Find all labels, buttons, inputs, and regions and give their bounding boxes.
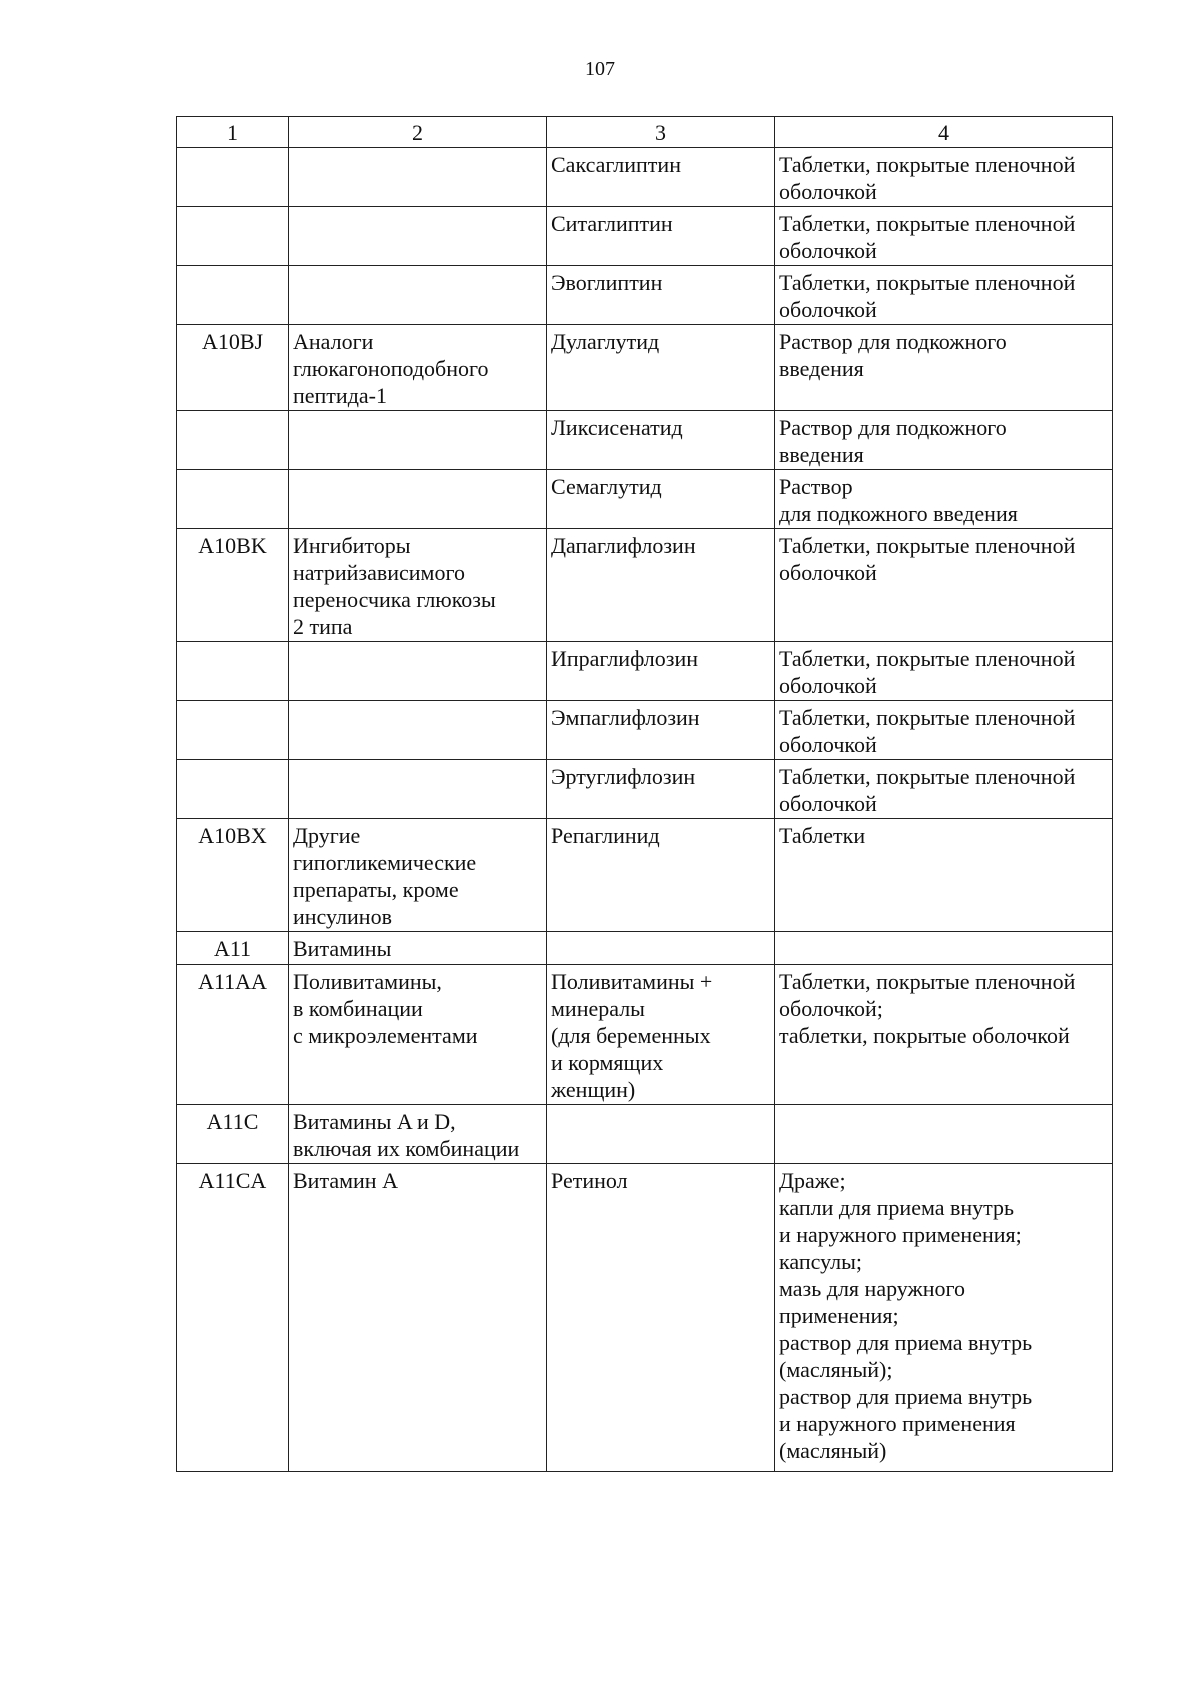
- group-cell: [289, 470, 547, 529]
- group-cell: Витамин A: [289, 1164, 547, 1472]
- substance-cell: Ликсисенатид: [547, 411, 775, 470]
- group-cell: [289, 207, 547, 266]
- atc-code-cell: [177, 470, 289, 529]
- group-cell: Витамины A и D, включая их комбинации: [289, 1105, 547, 1164]
- atc-code-cell: [177, 266, 289, 325]
- dosage-form-cell: Драже; капли для приема внутрь и наружного применения; капсулы; мазь для наружного применения; раствор для приема внутрь (масляный); раствор для приема внутрь и наружного применения (масляный): [775, 1164, 1113, 1472]
- substance-cell: Ипраглифлозин: [547, 642, 775, 701]
- table-row: [177, 932, 1113, 965]
- atc-code-cell: [177, 207, 289, 266]
- atc-code-cell: A10BK: [177, 529, 289, 642]
- group-cell: Ингибиторы натрийзависимого переносчика глюкозы 2 типа: [289, 529, 547, 642]
- page-number: 107: [585, 58, 615, 80]
- group-cell: [289, 148, 547, 207]
- substance-cell: Ретинол: [547, 1164, 775, 1472]
- table-row: [177, 1164, 1113, 1472]
- table-row: [177, 325, 1113, 411]
- atc-code-cell: [177, 411, 289, 470]
- table-row: [177, 760, 1113, 819]
- table-row: [177, 207, 1113, 266]
- group-cell: [289, 701, 547, 760]
- dosage-form-cell: Таблетки, покрытые пленочной оболочкой; таблетки, покрытые оболочкой: [775, 965, 1113, 1105]
- substance-cell: Эртуглифлозин: [547, 760, 775, 819]
- dosage-form-cell: Таблетки, покрытые пленочной оболочкой: [775, 642, 1113, 701]
- substance-cell: Эвоглиптин: [547, 266, 775, 325]
- substance-cell: Семаглутид: [547, 470, 775, 529]
- dosage-form-cell: Таблетки: [775, 819, 1113, 932]
- table-row: [177, 701, 1113, 760]
- header-cell: 4: [775, 117, 1113, 148]
- atc-code-cell: [177, 701, 289, 760]
- dosage-form-cell: Таблетки, покрытые пленочной оболочкой: [775, 701, 1113, 760]
- dosage-form-cell: Таблетки, покрытые пленочной оболочкой: [775, 207, 1113, 266]
- dosage-form-cell: Таблетки, покрытые пленочной оболочкой: [775, 529, 1113, 642]
- substance-cell: Поливитамины + минералы (для беременных и кормящих женщин): [547, 965, 775, 1105]
- table-row: [177, 411, 1113, 470]
- table-row: [177, 642, 1113, 701]
- substance-cell: [547, 1105, 775, 1164]
- substance-cell: Саксаглиптин: [547, 148, 775, 207]
- substance-cell: Дулаглутид: [547, 325, 775, 411]
- drug-table: [176, 116, 1113, 1472]
- dosage-form-cell: Таблетки, покрытые пленочной оболочкой: [775, 148, 1113, 207]
- atc-code-cell: A10BX: [177, 819, 289, 932]
- dosage-form-cell: Таблетки, покрытые пленочной оболочкой: [775, 760, 1113, 819]
- atc-code-cell: [177, 148, 289, 207]
- group-cell: [289, 760, 547, 819]
- header-cell: 3: [547, 117, 775, 148]
- table-row: [177, 529, 1113, 642]
- group-cell: [289, 266, 547, 325]
- table-row: [177, 470, 1113, 529]
- atc-code-cell: A10BJ: [177, 325, 289, 411]
- dosage-form-cell: Раствор для подкожного введения: [775, 325, 1113, 411]
- atc-code-cell: [177, 642, 289, 701]
- group-cell: [289, 411, 547, 470]
- substance-cell: Дапаглифлозин: [547, 529, 775, 642]
- atc-code-cell: A11: [177, 932, 289, 965]
- table-row: [177, 819, 1113, 932]
- dosage-form-cell: Таблетки, покрытые пленочной оболочкой: [775, 266, 1113, 325]
- header-cell: 1: [177, 117, 289, 148]
- group-cell: Другие гипогликемические препараты, кроме инсулинов: [289, 819, 547, 932]
- table-header-row: [177, 117, 1113, 148]
- group-cell: Поливитамины, в комбинации с микроэлементами: [289, 965, 547, 1105]
- table-row: [177, 266, 1113, 325]
- group-cell: [289, 642, 547, 701]
- atc-code-cell: A11AA: [177, 965, 289, 1105]
- dosage-form-cell: Раствор для подкожного введения: [775, 411, 1113, 470]
- substance-cell: Ситаглиптин: [547, 207, 775, 266]
- group-cell: Витамины: [289, 932, 547, 965]
- substance-cell: Репаглинид: [547, 819, 775, 932]
- atc-code-cell: A11CA: [177, 1164, 289, 1472]
- dosage-form-cell: [775, 932, 1113, 965]
- substance-cell: Эмпаглифлозин: [547, 701, 775, 760]
- dosage-form-cell: Раствор для подкожного введения: [775, 470, 1113, 529]
- table-row: [177, 1105, 1113, 1164]
- substance-cell: [547, 932, 775, 965]
- atc-code-cell: A11C: [177, 1105, 289, 1164]
- table-row: [177, 965, 1113, 1105]
- group-cell: Аналоги глюкагоноподобного пептида-1: [289, 325, 547, 411]
- atc-code-cell: [177, 760, 289, 819]
- header-cell: 2: [289, 117, 547, 148]
- dosage-form-cell: [775, 1105, 1113, 1164]
- table-row: [177, 148, 1113, 207]
